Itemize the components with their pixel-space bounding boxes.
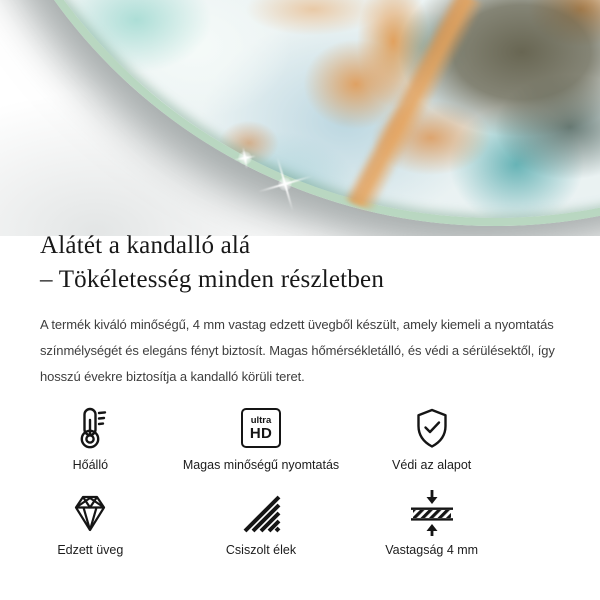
diamond-icon	[69, 491, 111, 535]
description-line: A termék kiváló minőségű, 4 mm vastag edzett üvegből készült, amely kiemeli a nyomtatás	[40, 317, 554, 332]
glass-pad-photo	[0, 0, 600, 226]
ultra-hd-text-bottom: HD	[249, 424, 273, 442]
thermometer-icon	[70, 406, 110, 450]
feature-heat-resistant	[5, 406, 176, 473]
ultra-hd-box	[241, 408, 281, 448]
feature-label: Hőálló	[72, 458, 109, 472]
page-title	[40, 229, 384, 297]
feature-label: Vastagság 4 mm	[385, 543, 479, 557]
product-image	[0, 0, 600, 236]
feature-ultra-hd	[176, 406, 347, 473]
polished-edges-icon	[239, 491, 283, 535]
ultra-hd-icon	[241, 406, 281, 450]
feature-thickness	[346, 491, 517, 558]
features-grid	[5, 406, 517, 558]
description-line: színmélységét és elegáns fényt biztosít. Magas hőmérsékletálló, és védi a sérülésektől, így	[40, 343, 555, 358]
shield-check-icon	[412, 406, 452, 450]
feature-tempered-glass	[5, 491, 176, 558]
feature-label: Csiszolt élek	[225, 543, 297, 557]
feature-protects-base	[346, 406, 517, 473]
page-title-line2: – Tökéletesség minden részletben	[40, 266, 385, 293]
description-line: hosszú évekre biztosítja a kandalló körüli teret.	[40, 369, 305, 384]
feature-label: Védi az alapot	[392, 458, 472, 472]
thickness-icon	[407, 491, 457, 535]
feature-label: Magas minőségű nyomtatás	[182, 458, 340, 472]
page-title-line1: Alátét a kandalló alá	[40, 232, 251, 259]
product-description	[40, 312, 555, 390]
feature-polished-edges	[176, 491, 347, 558]
feature-label: Edzett üveg	[57, 543, 124, 557]
ultra-hd-text-top: ultra	[250, 414, 272, 426]
